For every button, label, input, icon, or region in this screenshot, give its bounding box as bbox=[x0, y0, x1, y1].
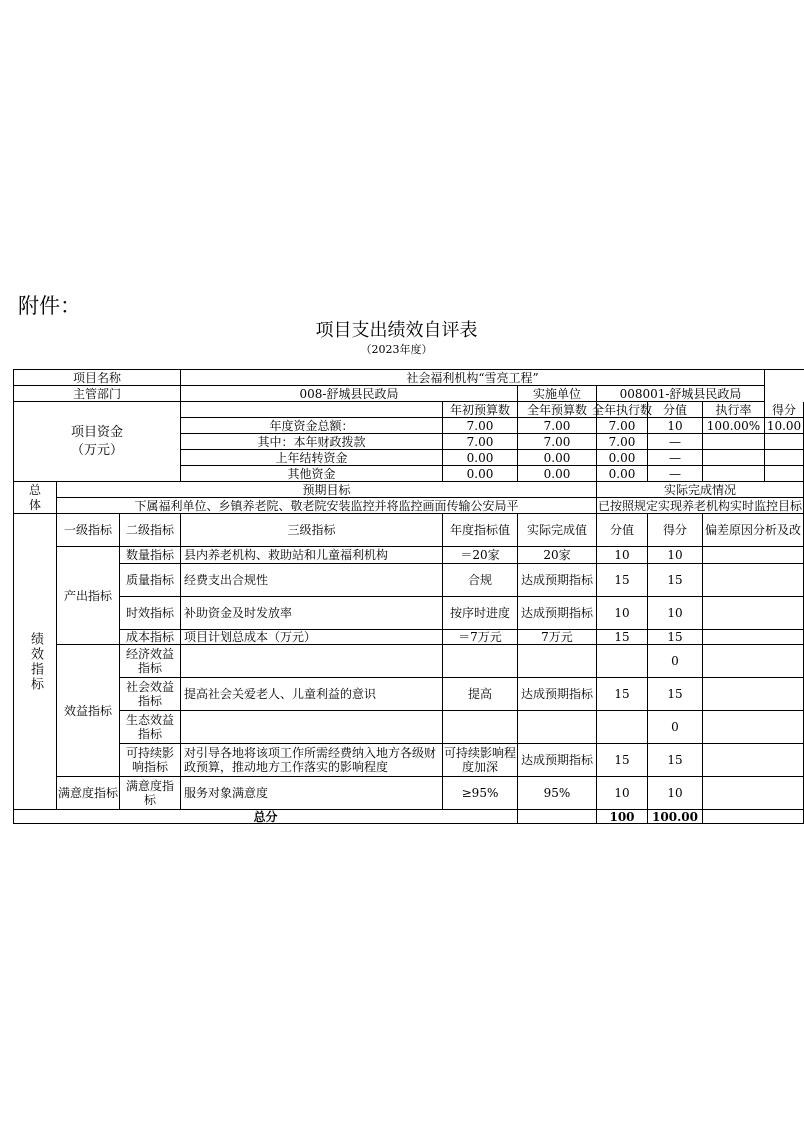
perf-col-score: 得分 bbox=[648, 514, 703, 547]
perf-deviation bbox=[703, 678, 804, 711]
perf-value: 10 bbox=[597, 547, 648, 564]
perf-score: 15 bbox=[648, 678, 703, 711]
funds-cell: 0.00 bbox=[597, 450, 648, 466]
perf-level2: 时效指标 bbox=[120, 597, 181, 630]
funds-cell: 0.00 bbox=[443, 450, 518, 466]
perf-deviation bbox=[703, 777, 804, 810]
perf-actual: 20家 bbox=[518, 547, 597, 564]
funds-cell bbox=[765, 434, 804, 450]
perf-target: ≥95% bbox=[443, 777, 518, 810]
funds-cell: 7.00 bbox=[443, 434, 518, 450]
perf-actual: 95% bbox=[518, 777, 597, 810]
perf-target: 可持续影响程度加深 bbox=[443, 744, 518, 777]
funds-cell: 10 bbox=[648, 418, 703, 434]
perf-deviation bbox=[703, 564, 804, 597]
total-blank bbox=[518, 810, 597, 824]
perf-level3 bbox=[181, 645, 443, 678]
perf-target: ＝7万元 bbox=[443, 630, 518, 645]
perf-actual bbox=[518, 645, 597, 678]
perf-actual: 达成预期指标 bbox=[518, 678, 597, 711]
funds-cell: 100.00% bbox=[703, 418, 765, 434]
perf-target: 按序时进度 bbox=[443, 597, 518, 630]
perf-level3: 项目计划总成本（万元） bbox=[181, 630, 443, 645]
funds-cell bbox=[765, 466, 804, 482]
funds-cell: — bbox=[648, 434, 703, 450]
funds-row-label: 其他资金 bbox=[181, 466, 443, 482]
project-name-value: 社会福利机构“雪亮工程” bbox=[181, 370, 765, 386]
perf-col-value: 分值 bbox=[597, 514, 648, 547]
perf-value: 10 bbox=[597, 597, 648, 630]
perf-col-actual: 实际完成值 bbox=[518, 514, 597, 547]
perf-level3: 经费支出合规性 bbox=[181, 564, 443, 597]
perf-level2: 生态效益指标 bbox=[120, 711, 181, 744]
perf-deviation bbox=[703, 645, 804, 678]
funds-col-annual: 全年预算数 bbox=[518, 402, 597, 418]
perf-value: 15 bbox=[597, 564, 648, 597]
total-value: 100 bbox=[597, 810, 648, 824]
perf-deviation bbox=[703, 744, 804, 777]
perf-target: 合规 bbox=[443, 564, 518, 597]
perf-actual: 7万元 bbox=[518, 630, 597, 645]
funds-col-rate: 执行率 bbox=[703, 402, 765, 418]
funds-cell: 7.00 bbox=[597, 418, 648, 434]
dept-value: 008-舒城县民政局 bbox=[181, 386, 518, 402]
perf-target: 提高 bbox=[443, 678, 518, 711]
perf-col-level3: 三级指标 bbox=[181, 514, 443, 547]
perf-level3: 补助资金及时发放率 bbox=[181, 597, 443, 630]
funds-row-label: 其中：本年财政拨款 bbox=[181, 434, 443, 450]
self-evaluation-table bbox=[13, 369, 804, 824]
perf-indicators-label: 绩效指标 bbox=[14, 514, 57, 810]
perf-level2: 质量指标 bbox=[120, 564, 181, 597]
perf-value: 15 bbox=[597, 630, 648, 645]
perf-deviation bbox=[703, 630, 804, 645]
perf-deviation bbox=[703, 711, 804, 744]
perf-col-level1: 一级指标 bbox=[57, 514, 120, 547]
perf-value bbox=[597, 711, 648, 744]
funds-row-label: 年度资金总额： bbox=[181, 418, 443, 434]
funds-cell: — bbox=[648, 450, 703, 466]
funds-cell: 0.00 bbox=[518, 450, 597, 466]
funds-col-initial: 年初预算数 bbox=[443, 402, 518, 418]
perf-score: 10 bbox=[648, 547, 703, 564]
funds-cell: 7.00 bbox=[518, 434, 597, 450]
perf-col-level2: 二级指标 bbox=[120, 514, 181, 547]
funds-cell: 0.00 bbox=[518, 466, 597, 482]
actual-completion-text: 已按照规定实现养老机构实时监控目标 bbox=[598, 498, 803, 513]
funds-cell: 7.00 bbox=[597, 434, 648, 450]
perf-level2: 满意度指标 bbox=[120, 777, 181, 810]
funds-col-score: 得分 bbox=[765, 402, 804, 418]
perf-score: 0 bbox=[648, 645, 703, 678]
perf-target bbox=[443, 711, 518, 744]
perf-actual: 达成预期指标 bbox=[518, 744, 597, 777]
total-score: 100.00 bbox=[648, 810, 703, 824]
perf-col-deviation: 偏差原因分析及改 bbox=[703, 514, 804, 547]
funds-cell: 0.00 bbox=[597, 466, 648, 482]
perf-level2: 社会效益指标 bbox=[120, 678, 181, 711]
total-label: 总分 bbox=[14, 810, 518, 824]
perf-actual bbox=[518, 711, 597, 744]
funds-label: 项目资金 （万元） bbox=[14, 402, 181, 482]
perf-level2: 数量指标 bbox=[120, 547, 181, 564]
funds-cell: — bbox=[648, 466, 703, 482]
perf-target: ＝20家 bbox=[443, 547, 518, 564]
funds-cell bbox=[703, 466, 765, 482]
actual-completion-label: 实际完成情况 bbox=[597, 482, 804, 498]
perf-score: 10 bbox=[648, 597, 703, 630]
perf-value: 15 bbox=[597, 744, 648, 777]
perf-level3: 提高社会关爱老人、儿童利益的意识 bbox=[181, 678, 443, 711]
benefit-indicator-label: 效益指标 bbox=[57, 645, 120, 777]
perf-score: 15 bbox=[648, 630, 703, 645]
perf-level3: 对引导各地将该项工作所需经费纳入地方各级财政预算，推动地方工作落实的影响程度 bbox=[181, 744, 443, 777]
perf-level2: 可持续影响指标 bbox=[120, 744, 181, 777]
perf-actual: 达成预期指标 bbox=[518, 564, 597, 597]
perf-level3 bbox=[181, 711, 443, 744]
year-subtitle: （2023年度） bbox=[360, 343, 433, 356]
output-indicator-label: 产出指标 bbox=[57, 547, 120, 645]
funds-row-label: 上年结转资金 bbox=[181, 450, 443, 466]
perf-level3: 县内养老机构、救助站和儿童福利机构 bbox=[181, 547, 443, 564]
attachment-label: 附件： bbox=[18, 294, 81, 318]
funds-cell bbox=[703, 434, 765, 450]
perf-value: 10 bbox=[597, 777, 648, 810]
perf-value bbox=[597, 645, 648, 678]
project-name-label: 项目名称 bbox=[14, 370, 181, 386]
funds-cell bbox=[703, 450, 765, 466]
total-deviation bbox=[703, 810, 804, 824]
satisfaction-indicator-label: 满意度指标 bbox=[57, 777, 120, 810]
funds-col-executed: 全年执行数 bbox=[592, 402, 653, 417]
perf-level2: 经济效益指标 bbox=[120, 645, 181, 678]
page-title: 项目支出绩效自评表 bbox=[315, 320, 478, 341]
dept-label: 主管部门 bbox=[14, 386, 181, 402]
perf-deviation bbox=[703, 547, 804, 564]
perf-target bbox=[443, 645, 518, 678]
perf-level3: 服务对象满意度 bbox=[181, 777, 443, 810]
expected-goal-label: 预期目标 bbox=[57, 482, 597, 498]
perf-level2: 成本指标 bbox=[120, 630, 181, 645]
perf-score: 15 bbox=[648, 744, 703, 777]
funds-cell: 7.00 bbox=[518, 418, 597, 434]
funds-header-blank bbox=[181, 402, 443, 418]
funds-cell: 10.00 bbox=[765, 418, 804, 434]
funds-cell: 7.00 bbox=[443, 418, 518, 434]
perf-value: 15 bbox=[597, 678, 648, 711]
overall-label: 总 体 bbox=[14, 482, 57, 514]
perf-score: 15 bbox=[648, 564, 703, 597]
perf-actual: 达成预期指标 bbox=[518, 597, 597, 630]
perf-score: 10 bbox=[648, 777, 703, 810]
perf-score: 0 bbox=[648, 711, 703, 744]
funds-col-score-value: 分值 bbox=[648, 402, 703, 418]
perf-deviation bbox=[703, 597, 804, 630]
expected-goal-text: 下属福利单位、乡镇养老院、敬老院安装监控并将监控画面传输公安局平 bbox=[57, 498, 597, 514]
impl-value: 008001-舒城县民政局 bbox=[597, 386, 765, 402]
impl-label: 实施单位 bbox=[518, 386, 597, 402]
perf-col-target: 年度指标值 bbox=[443, 514, 518, 547]
funds-cell: 0.00 bbox=[443, 466, 518, 482]
funds-cell bbox=[765, 450, 804, 466]
